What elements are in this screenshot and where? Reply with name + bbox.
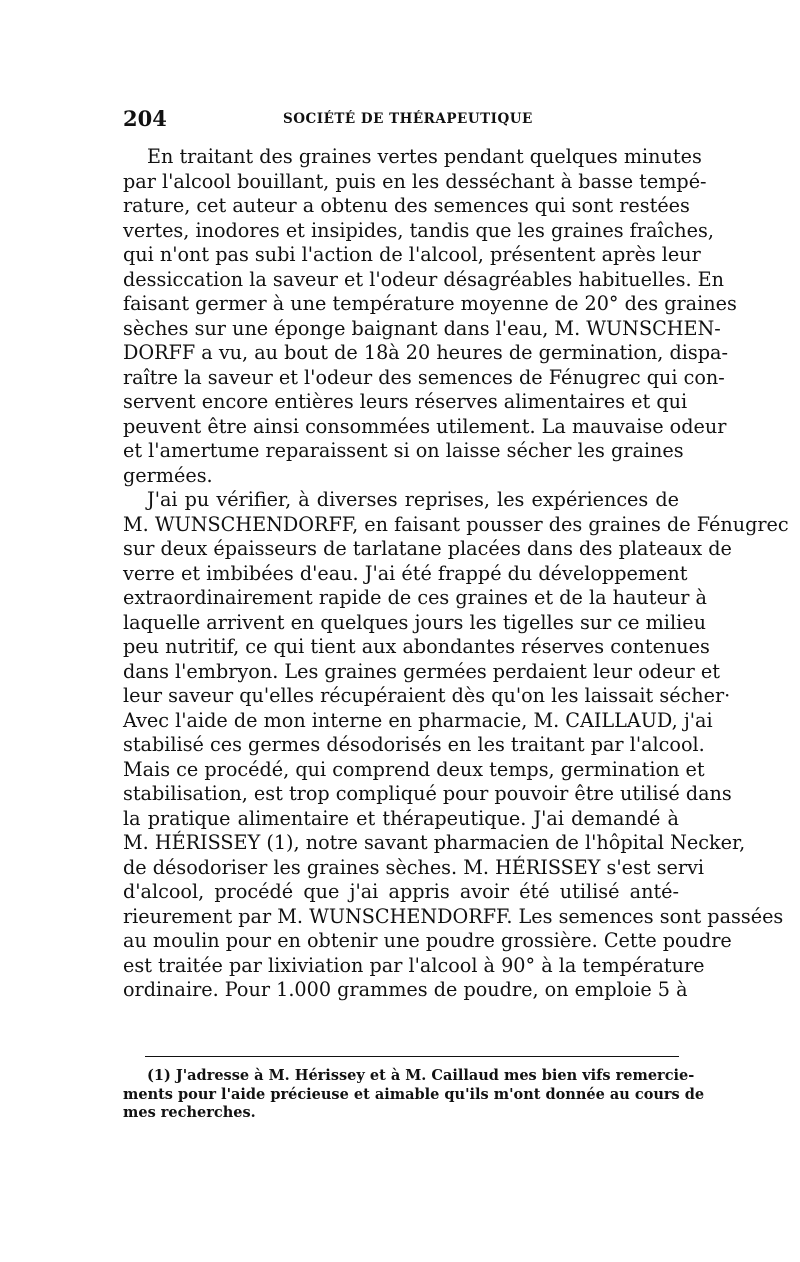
text-line: leur saveur qu'elles récupéraient dès qu'on les laissait sécher· [123,684,731,707]
text-line: DORFF a vu, au bout de 18à 20 heures de germination, dispa- [123,341,728,364]
text-line: verre et imbibées d'eau. J'ai été frappé du développement [123,561,688,585]
text-line: Mais ce procédé, qui comprend deux temps, germination et [123,757,705,781]
text-line: par l'alcool bouillant, puis en les desséchant à basse tempé- [123,169,707,193]
text-line: servent encore entières leurs réserves alimentaires et qui [123,390,688,413]
text-line: vertes, inodores et insipides, tandis que les graines fraîches, [123,218,714,242]
text-line: peu nutritif, ce qui tient aux abondantes réserves contenues [123,635,710,658]
page-number: 204 [123,106,167,131]
text-line: germées. [123,463,213,487]
text-line: et l'amertume reparaissent si on laisse sécher les graines [123,439,684,462]
text-line: la pratique alimentaire et thérapeutique. J'ai demandé à [123,806,679,830]
text-line: ordinaire. Pour 1.000 grammes de poudre, on emploie 5 à [123,978,688,1001]
footnote-line: (1) J'adresse à M. Hérissey et à M. Caillaud mes bien vifs remercie- [147,1067,695,1084]
text-line: raître la saveur et l'odeur des semences de Fénugrec qui con- [123,365,725,389]
text-line: M. WUNSCHENDORFF, en faisant pousser des graines de Fénugrec [123,512,789,536]
text-line: sèches sur une éponge baignant dans l'eau, M. WUNSCHEN- [123,316,721,340]
page-header [123,106,679,132]
text-line: En traitant des graines vertes pendant quelques minutes [147,145,702,168]
footnote [123,1067,705,1123]
footnote-line: ments pour l'aide précieuse et aimable qu'ils m'ont donnée au cours de [123,1085,705,1103]
running-head: SOCIÉTÉ DE THÉRAPEUTIQUE [283,111,533,127]
text-line: faisant germer à une température moyenne de 20° des graines [123,292,737,315]
text-line: stabilisé ces germes désodorisés en les traitant par l'alcool. [123,733,705,756]
footnote-rule [145,1056,679,1057]
text-line: est traitée par lixiviation par l'alcool à 90° à la température [123,953,705,977]
text-line: dessiccation la saveur et l'odeur désagréables habituelles. En [123,267,725,291]
text-line: J'ai pu vérifier, à diverses reprises, les expériences de [147,488,679,511]
text-line: peuvent être ainsi consommées utilement. La mauvaise odeur [123,414,727,438]
text-line: sur deux épaisseurs de tarlatane placées dans des plateaux de [123,537,732,560]
text-line: dans l'embryon. Les graines germées perdaient leur odeur et [123,659,720,683]
text-line: rieurement par M. WUNSCHENDORFF. Les semences sont passées [123,904,784,928]
text-line: Avec l'aide de mon interne en pharmacie, M. CAILLAUD, j'ai [123,708,713,732]
text-line: rature, cet auteur a obtenu des semences qui sont restées [123,194,690,217]
footnote-line: mes recherches. [123,1104,256,1121]
text-line: d'alcool, procédé que j'ai appris avoir été utilisé anté- [123,880,679,903]
text-line: de désodoriser les graines sèches. M. HÉRISSEY s'est servi [123,855,705,879]
body-text [123,145,789,1003]
text-line: extraordinairement rapide de ces graines et de la hauteur à [123,586,707,609]
text-line: M. HÉRISSEY (1), notre savant pharmacien de l'hôpital Necker, [123,831,746,854]
text-line: au moulin pour en obtenir une poudre grossière. Cette poudre [123,929,732,952]
text-line: stabilisation, est trop compliqué pour pouvoir être utilisé dans [123,782,732,805]
text-line: laquelle arrivent en quelques jours les tigelles sur ce milieu [123,610,706,634]
text-line: qui n'ont pas subi l'action de l'alcool, présentent après leur [123,243,701,266]
